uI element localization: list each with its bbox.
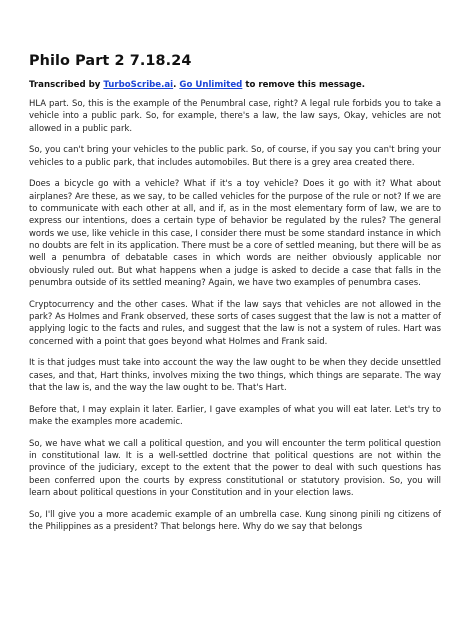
transcribed-prefix: Transcribed by <box>29 80 104 90</box>
go-unlimited-link[interactable]: Go Unlimited <box>179 80 243 90</box>
paragraph: So, we have what we call a political question, and you will encounter the term political question in constitutional law. It is a well-settled doctrine that political questions are not within the province of the judiciary, except to the extent that the power to deal with such questions has been conferred upon the courts by express constitutional or statutory provision. So, you will learn about political questions in your Constitution and in your election laws. <box>29 437 441 498</box>
paragraph: Does a bicycle go with a vehicle? What if it's a toy vehicle? Does it go with it? What about airplanes? Are these, as we say, to be called vehicles for the purpose of the rule or not? If we are to communicate with each other at all, and if, as in the most elementary form of law, we are to express our intentions, does a certain type of behavior be regulated by the rules? The general words we use, like vehicle in this case, I consider there must be some standard instance in which no doubts are felt in its application. There must be a core of settled meaning, but there will be as well a penumbra of debatable cases in which words are neither obviously applicable nor obviously ruled out. But what happens when a judge is asked to decide a case that falls in the penumbra outside of its settled meaning? Again, we have two examples of penumbra cases. <box>29 178 441 287</box>
transcribed-mid: . <box>173 80 180 90</box>
paragraph: So, I'll give you a more academic example of an umbrella case. Kung sinong pinili ng citizens of the Philippines as a president? That belongs here. Why do we say that belongs <box>29 508 441 532</box>
transcribed-suffix: to remove this message. <box>242 80 366 90</box>
paragraph: HLA part. So, this is the example of the Penumbral case, right? A legal rule forbids you to take a vehicle into a public park. So, for example, there's a law, the law says, Okay, vehicles are not allowed in a public park. <box>29 98 441 133</box>
paragraph: Cryptocurrency and the other cases. What if the law says that vehicles are not allowed in the park? As Holmes and Frank observed, these sorts of cases suggest that the law is not a matter of applying logic to the facts and rules, and suggest that the law is not a system of rules. Hart was concerned with a point that goes beyond what Holmes and Frank said. <box>29 298 441 346</box>
transcription-notice <box>29 80 441 90</box>
paragraph: So, you can't bring your vehicles to the public park. So, of course, if you say you can't bring your vehicles to a public park, that includes automobiles. But there is a grey area created there. <box>29 144 441 167</box>
document-title: Philo Part 2 7.18.24 <box>29 53 192 69</box>
turboscribe-link[interactable]: TurboScribe.ai <box>103 80 174 90</box>
paragraph: Before that, I may explain it later. Earlier, I gave examples of what you will eat later. Let's try to make the examples more academic. <box>29 403 441 427</box>
transcript-body <box>29 97 441 542</box>
paragraph: It is that judges must take into account the way the law ought to be when they decide unsettled cases, and that, Hart thinks, involves mixing the two things, which things are separate. The way that the law is, and the way the law ought to be. That's Hart. <box>29 357 441 392</box>
